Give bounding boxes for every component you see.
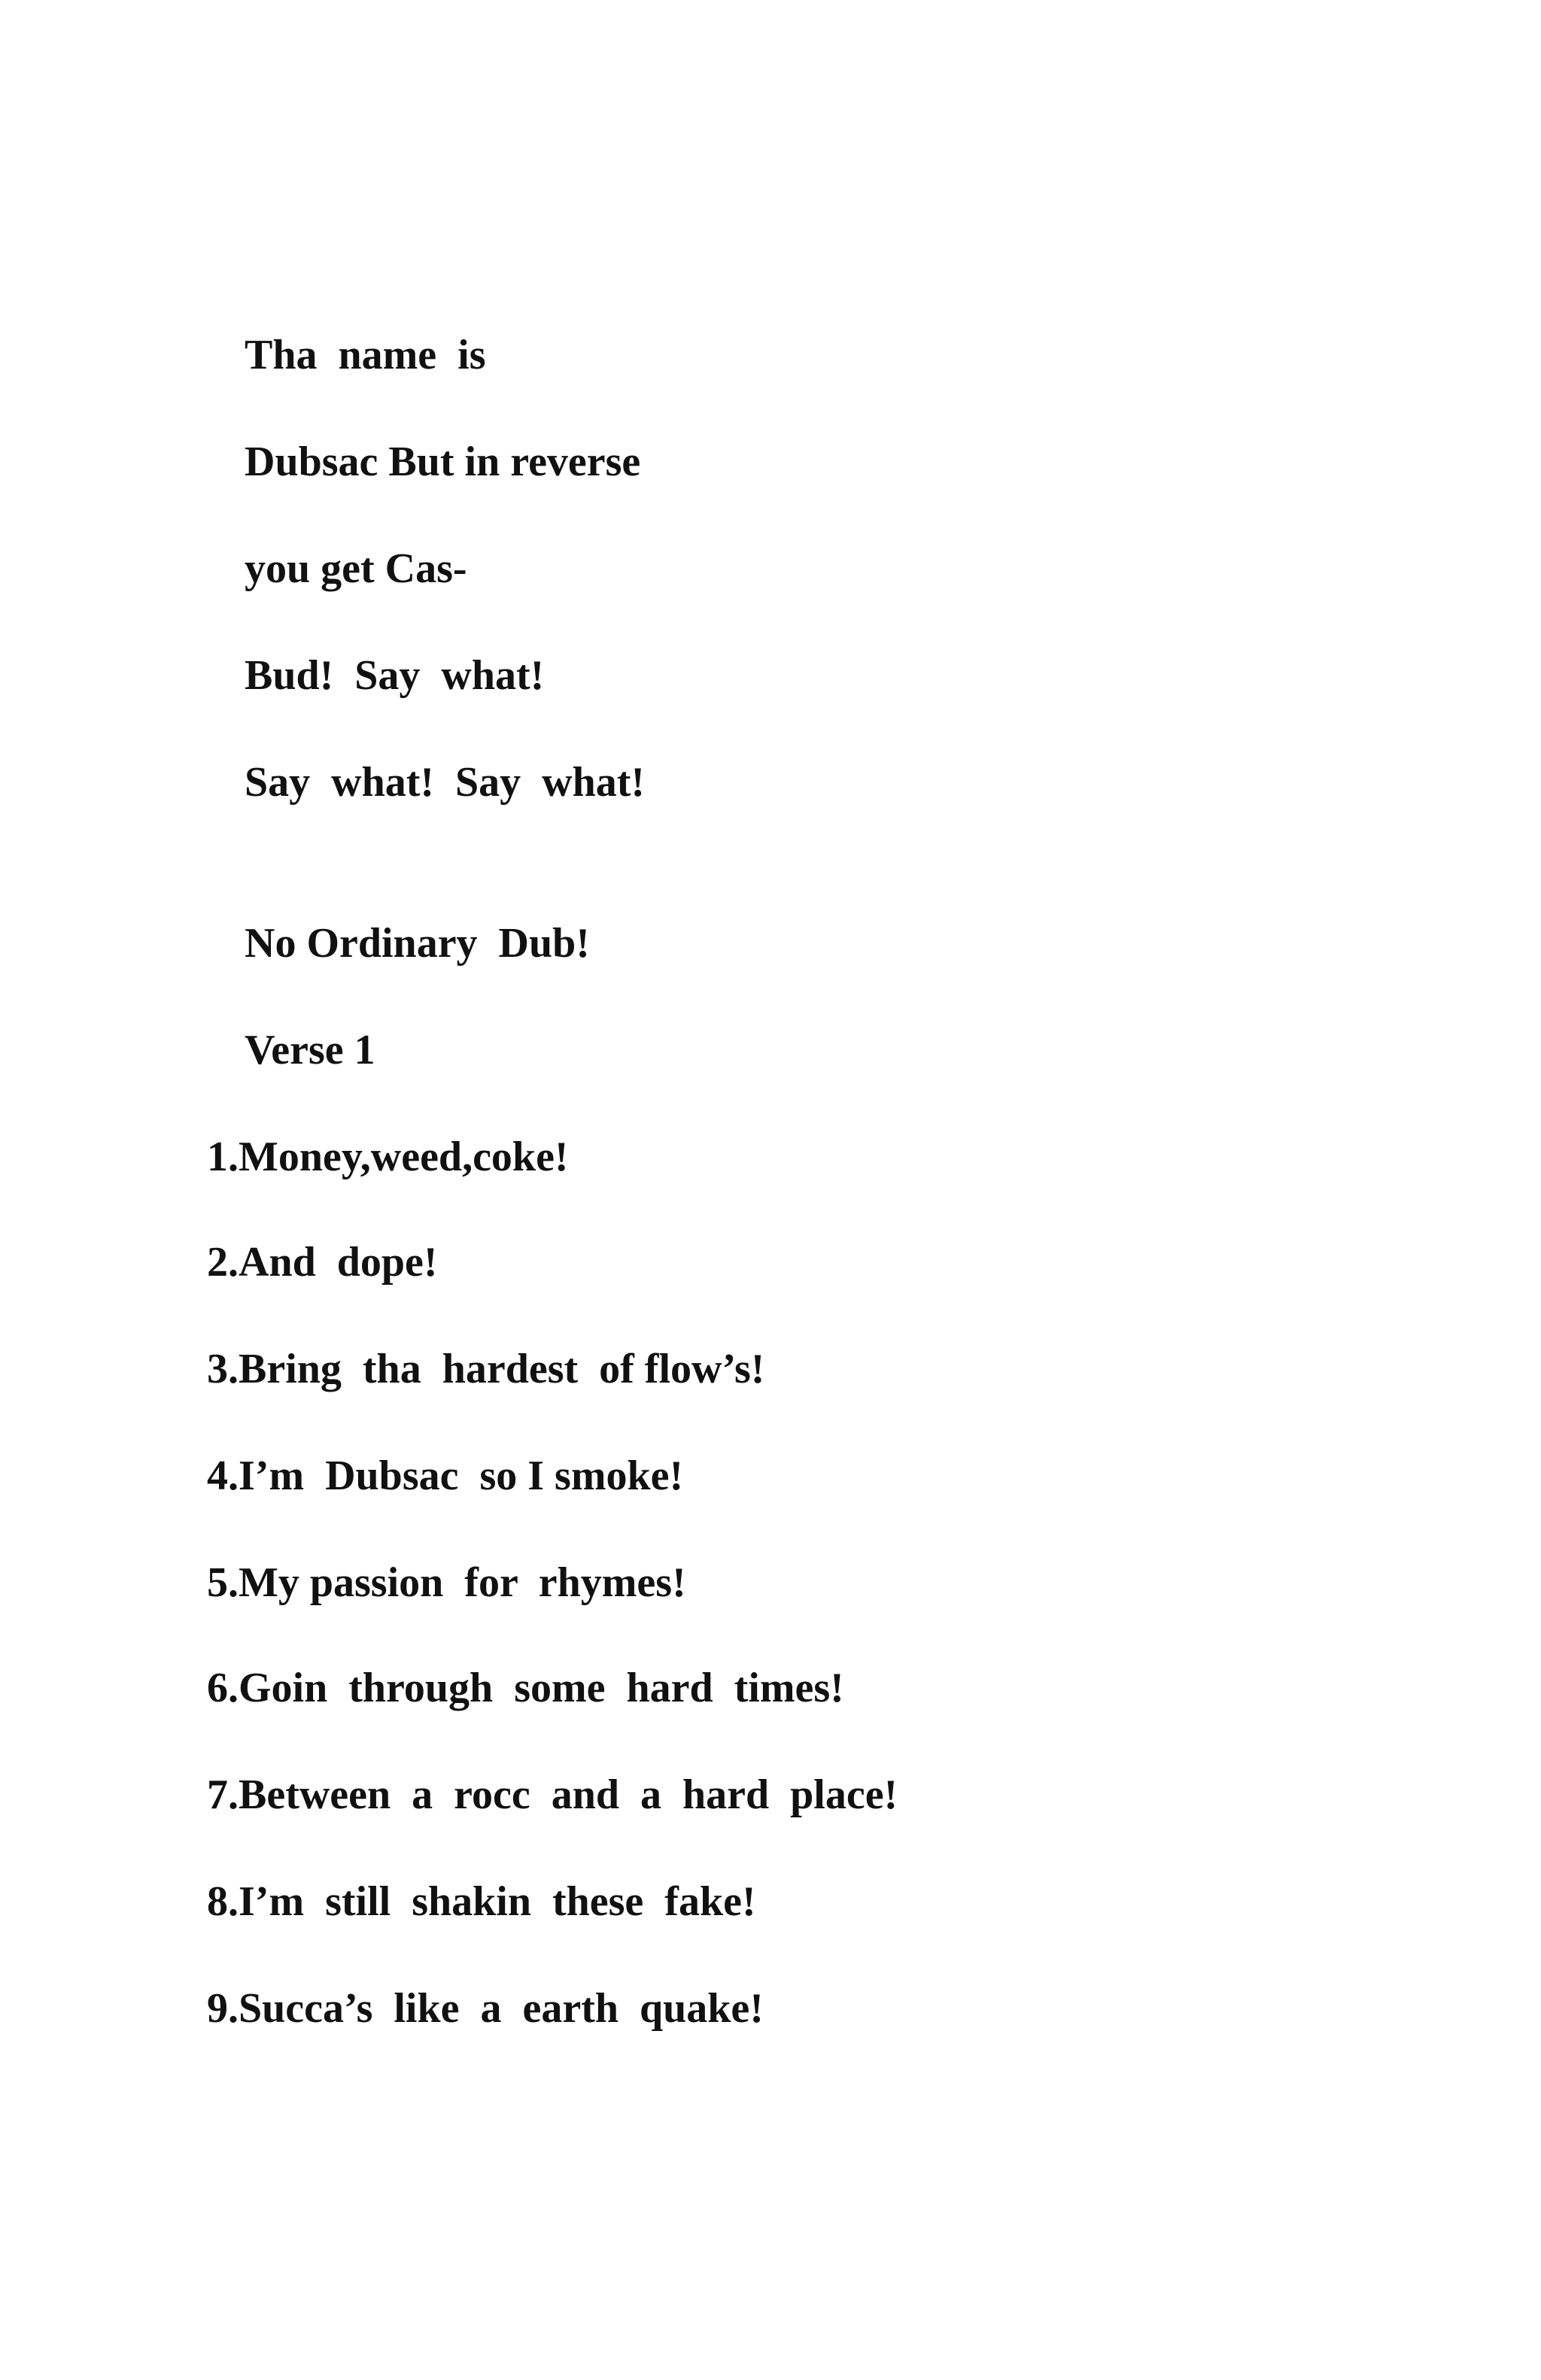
- intro-line-4: Bud! Say what!: [245, 652, 545, 699]
- verse-line: 5.My passion for rhymes!: [207, 1559, 686, 1606]
- verse-line: 7.Between a rocc and a hard place!: [207, 1771, 898, 1818]
- intro-line-1: Tha name is: [245, 332, 486, 378]
- verse-label: Verse 1: [245, 1027, 375, 1073]
- verse-line: 8.I’m still shakin these fake!: [207, 1878, 756, 1925]
- verse-line: 6.Goin through some hard times!: [207, 1665, 844, 1711]
- intro-line-3: you get Cas-: [245, 545, 467, 592]
- verse-line: 4.I’m Dubsac so I smoke!: [207, 1453, 684, 1499]
- intro-line-5: Say what! Say what!: [245, 759, 646, 806]
- verse-line: 2.And dope!: [207, 1239, 438, 1286]
- intro-line-2: Dubsac But in reverse: [245, 439, 641, 485]
- verse-line: 3.Bring tha hardest of flow’s!: [207, 1346, 765, 1392]
- verse-line: 9.Succa’s like a earth quake!: [207, 1985, 764, 2032]
- verse-line: 1.Money,weed,coke!: [207, 1134, 569, 1180]
- song-title: No Ordinary Dub!: [245, 920, 590, 967]
